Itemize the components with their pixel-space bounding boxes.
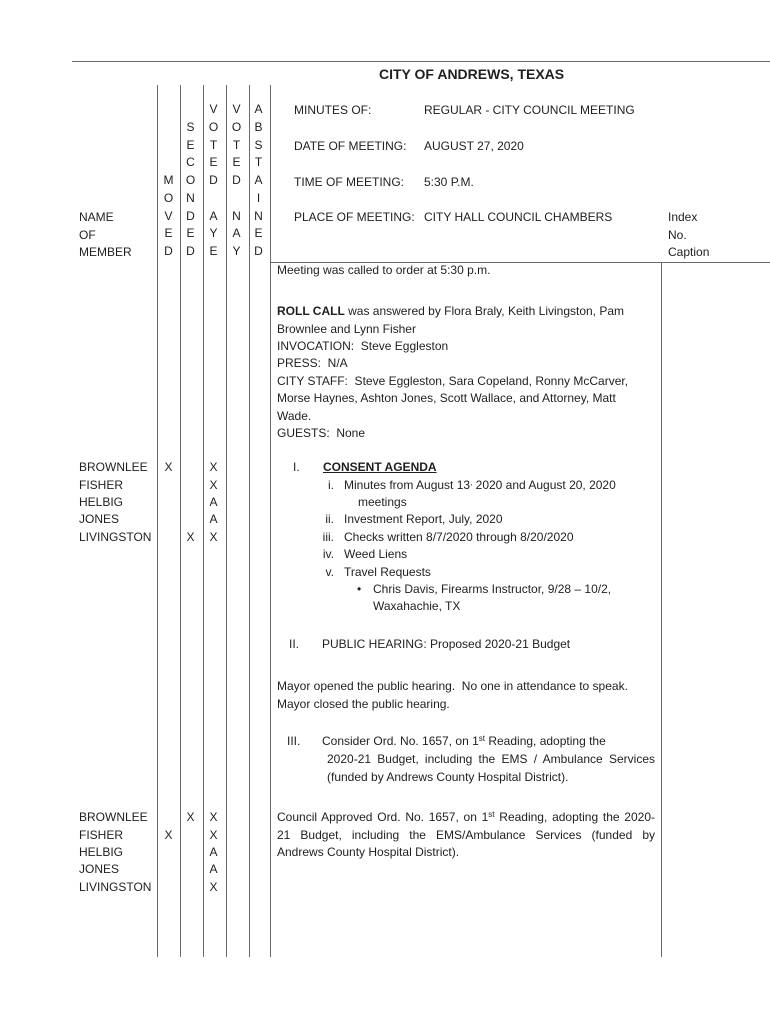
meeting-info-value: 5:30 P.M. — [424, 175, 474, 190]
index-header-line: Index — [668, 210, 698, 225]
member-name: LIVINGSTON — [79, 879, 152, 894]
consent-item — [0, 546, 661, 563]
index-header-line: No. — [668, 227, 687, 242]
vote-column-header-letter: Y — [232, 244, 241, 259]
consent-agenda-section — [0, 459, 661, 616]
vote-column-header-letter: V — [209, 102, 218, 117]
member-name: JONES — [79, 862, 120, 877]
public-hearing-notes — [277, 678, 628, 713]
hearing-note: Mayor closed the public hearing. — [277, 696, 450, 711]
item-text-superscript: , — [470, 477, 473, 487]
ordinance-item-text: (funded by Andrews County Hospital District). — [327, 770, 569, 785]
ordinance-item-line — [0, 769, 661, 787]
vote-column-header-letter: D — [186, 208, 195, 223]
vote-column-header-abstained — [248, 101, 269, 261]
member-name: BROWNLEE — [79, 810, 148, 825]
vote-column-header-letter: D — [209, 173, 218, 188]
consent-agenda-heading: CONSENT AGENDA — [323, 460, 437, 475]
roll-call-section — [277, 303, 628, 442]
vote-column-header-letter: V — [232, 102, 241, 117]
hearing-note: Mayor opened the public hearing. No one in attendance to speak. — [277, 679, 628, 694]
vote-mark-voted-aye: X — [209, 879, 218, 894]
vote-column-header-letter: D — [254, 244, 263, 259]
item-text — [344, 477, 616, 494]
item-numeral: v. — [325, 564, 334, 579]
consent-agenda-heading-line — [0, 459, 661, 476]
item-text: Investment Report, July, 2020 — [344, 512, 503, 527]
ordinance-item-line — [0, 751, 661, 769]
vote-mark-moved: X — [164, 827, 173, 842]
consent-item — [0, 529, 661, 546]
vote-column-header-letter: S — [254, 137, 263, 152]
call-to-order-text: Meeting was called to order at 5:30 p.m. — [277, 263, 491, 278]
member-name: HELBIG — [79, 845, 124, 860]
vote-row — [0, 844, 270, 861]
council-action-line: Andrews County Hospital District). — [277, 845, 460, 860]
vote-column-header-voted-nay — [225, 101, 248, 261]
consent-item-continuation — [0, 494, 661, 511]
guests-text: GUESTS: None — [277, 426, 366, 441]
roll-call-text: Brownlee and Lynn Fisher — [277, 321, 416, 336]
vote-column-header-letter: O — [231, 119, 242, 134]
vote-column-header-letter: C — [186, 155, 195, 170]
vote-column-header-letter: T — [232, 137, 241, 152]
vote-mark-voted-aye: X — [209, 529, 218, 544]
vote-column-header-letter: M — [163, 173, 174, 188]
item-numeral: i. — [328, 477, 334, 492]
vote-row — [0, 827, 270, 844]
item-text: Checks written 8/7/2020 through 8/20/2020 — [344, 529, 574, 544]
section-numeral: I. — [293, 460, 300, 475]
vote-row — [0, 861, 270, 878]
city-staff-text: Morse Haynes, Ashton Jones, Scott Wallace, and Attorney, Matt — [277, 391, 616, 406]
vote-column-header-letter: V — [164, 208, 173, 223]
vote-column-header-letter: E — [254, 226, 263, 241]
vote-mark-voted-aye: X — [209, 810, 218, 825]
ordinance-text-superscript: st — [478, 734, 485, 744]
index-column-header — [668, 209, 709, 262]
vote-column-header-letter: O — [163, 190, 174, 205]
vote-column-header-moved — [157, 101, 180, 261]
member-header-line: OF — [79, 227, 96, 242]
ordinance-text-part: Reading, adopting the — [485, 734, 606, 749]
roll-call-text: was answered by Flora Braly, Keith Livingston, Pam — [344, 304, 625, 319]
vote-column-header-letter: D — [164, 244, 173, 259]
vote-mark-moved: X — [164, 460, 173, 475]
ordinance-item-text: 2020-21 Budget, including the EMS / Ambulance Services — [327, 752, 655, 767]
vote-column-header-letter: E — [186, 226, 195, 241]
consent-item — [0, 477, 661, 494]
travel-request-bullet-continuation — [0, 598, 661, 615]
vote-column-header-letter: O — [185, 173, 196, 188]
member-header-line: MEMBER — [79, 245, 132, 260]
vote-column-header-letter — [225, 190, 248, 208]
vote-column-header-letter: A — [232, 226, 241, 241]
press-text: PRESS: N/A — [277, 356, 348, 371]
bullet-icon: • — [357, 582, 362, 597]
member-name: BROWNLEE — [79, 460, 148, 475]
item-text: Weed Liens — [344, 547, 408, 562]
ordinance-item-section — [0, 733, 661, 787]
travel-request-bullet — [0, 581, 661, 598]
vote-column-header-letter: E — [164, 226, 173, 241]
council-text-part: Reading, adopting the 2020- — [494, 810, 655, 825]
index-column-divider — [661, 262, 662, 957]
member-header-line: NAME — [79, 210, 114, 225]
vote-column-header-letter: O — [208, 119, 219, 134]
vote-mark-voted-aye: X — [209, 460, 218, 475]
meeting-info-label: DATE OF MEETING: — [294, 139, 407, 154]
vote-column-header-letter: A — [254, 173, 263, 188]
item-text: Travel Requests — [344, 564, 431, 579]
meeting-info-minutes — [0, 102, 661, 119]
vote-column-header-letter: N — [232, 208, 241, 223]
section-numeral: III. — [287, 734, 301, 749]
vote-column-header-letter: I — [256, 190, 261, 205]
vote-mark-voted-aye: X — [209, 477, 218, 492]
vote-column-header-letter: E — [186, 137, 195, 152]
vote-mark-seconded: X — [186, 529, 195, 544]
meeting-info-value: AUGUST 27, 2020 — [424, 139, 524, 154]
ordinance-item-text — [322, 733, 606, 750]
consent-item — [0, 511, 661, 528]
section-numeral: II. — [289, 637, 300, 652]
item-numeral: ii. — [325, 512, 334, 527]
vote-column-header-letter: A — [209, 208, 218, 223]
meeting-info-date — [0, 138, 661, 155]
index-header-line: Caption — [668, 245, 710, 260]
council-action-line — [277, 809, 655, 826]
vote-mark-voted-aye: A — [209, 512, 218, 527]
vote-column-header-letter — [202, 190, 225, 208]
vote-column-header-voted-aye — [202, 101, 225, 261]
item-text-part: 2020 and August 20, 2020 — [472, 477, 616, 492]
public-hearing-heading-line — [0, 636, 661, 653]
city-staff-text: CITY STAFF: Steve Eggleston, Sara Copeland, Ronny McCarver, — [277, 373, 629, 388]
member-name: LIVINGSTON — [79, 529, 152, 544]
vote-mark-voted-aye: A — [209, 495, 218, 510]
meeting-info-label: PLACE OF MEETING: — [294, 210, 415, 225]
council-action-line: 21 Budget, including the EMS/Ambulance Services (funded by — [277, 827, 655, 842]
vote-column-header-seconded — [179, 101, 202, 261]
item-numeral: iv. — [322, 547, 334, 562]
roll-call-line — [277, 303, 628, 320]
vote-mark-voted-aye: A — [209, 862, 218, 877]
top-rule — [72, 61, 770, 62]
vote-column-header-letter: T — [209, 137, 218, 152]
vote-column-header-letter: E — [232, 155, 241, 170]
bullet-text: Waxahachie, TX — [373, 599, 461, 614]
ordinance-item-line — [0, 733, 661, 751]
vote-column-header-letter: T — [254, 155, 263, 170]
vote-column-header-letter: E — [209, 244, 218, 259]
item-text: meetings — [358, 495, 407, 510]
vote-column-header-letter: N — [254, 208, 263, 223]
public-hearing-title: PUBLIC HEARING: Proposed 2020-21 Budget — [322, 637, 571, 652]
council-text-superscript: st — [488, 810, 495, 820]
vote-row — [0, 809, 270, 826]
vote-record-ordinance — [0, 809, 270, 896]
vote-column-header-letter: E — [209, 155, 218, 170]
bullet-text: Chris Davis, Firearms Instructor, 9/28 – 10/2, — [373, 582, 612, 597]
roll-call-label: ROLL CALL — [277, 304, 345, 319]
vote-column-header-letter: A — [254, 102, 263, 117]
invocation-text: INVOCATION: Steve Eggleston — [277, 339, 449, 354]
member-name: JONES — [79, 512, 120, 527]
city-staff-text: Wade. — [277, 408, 312, 423]
ordinance-text-part: Consider Ord. No. 1657, on 1 — [322, 734, 479, 749]
vote-column-header-letter: S — [186, 119, 195, 134]
member-name: HELBIG — [79, 495, 124, 510]
consent-item — [0, 564, 661, 581]
vote-column-header-letter: Y — [209, 226, 218, 241]
vote-column-header-letter: B — [254, 119, 263, 134]
meeting-info-value: CITY HALL COUNCIL CHAMBERS — [424, 210, 613, 225]
meeting-info-label: MINUTES OF: — [294, 103, 372, 118]
vote-column-header-letter: D — [186, 244, 195, 259]
member-name: FISHER — [79, 477, 124, 492]
item-numeral: iii. — [322, 529, 334, 544]
vote-mark-voted-aye: A — [209, 845, 218, 860]
vote-column-header-letter: N — [186, 190, 195, 205]
vote-row — [0, 879, 270, 896]
vote-mark-seconded: X — [186, 810, 195, 825]
meeting-info-time — [0, 174, 661, 191]
vote-mark-voted-aye: X — [209, 827, 218, 842]
member-name: FISHER — [79, 827, 124, 842]
council-text-part: Council Approved Ord. No. 1657, on 1 — [277, 810, 489, 825]
member-column-header — [79, 209, 132, 262]
item-text-part: Minutes from August 13 — [344, 477, 471, 492]
document-title: CITY OF ANDREWS, TEXAS — [379, 66, 565, 82]
meeting-info-label: TIME OF MEETING: — [294, 175, 404, 190]
council-action-text — [277, 809, 655, 861]
vote-column-header-letter: D — [232, 173, 241, 188]
meeting-info-value: REGULAR - CITY COUNCIL MEETING — [424, 103, 635, 118]
